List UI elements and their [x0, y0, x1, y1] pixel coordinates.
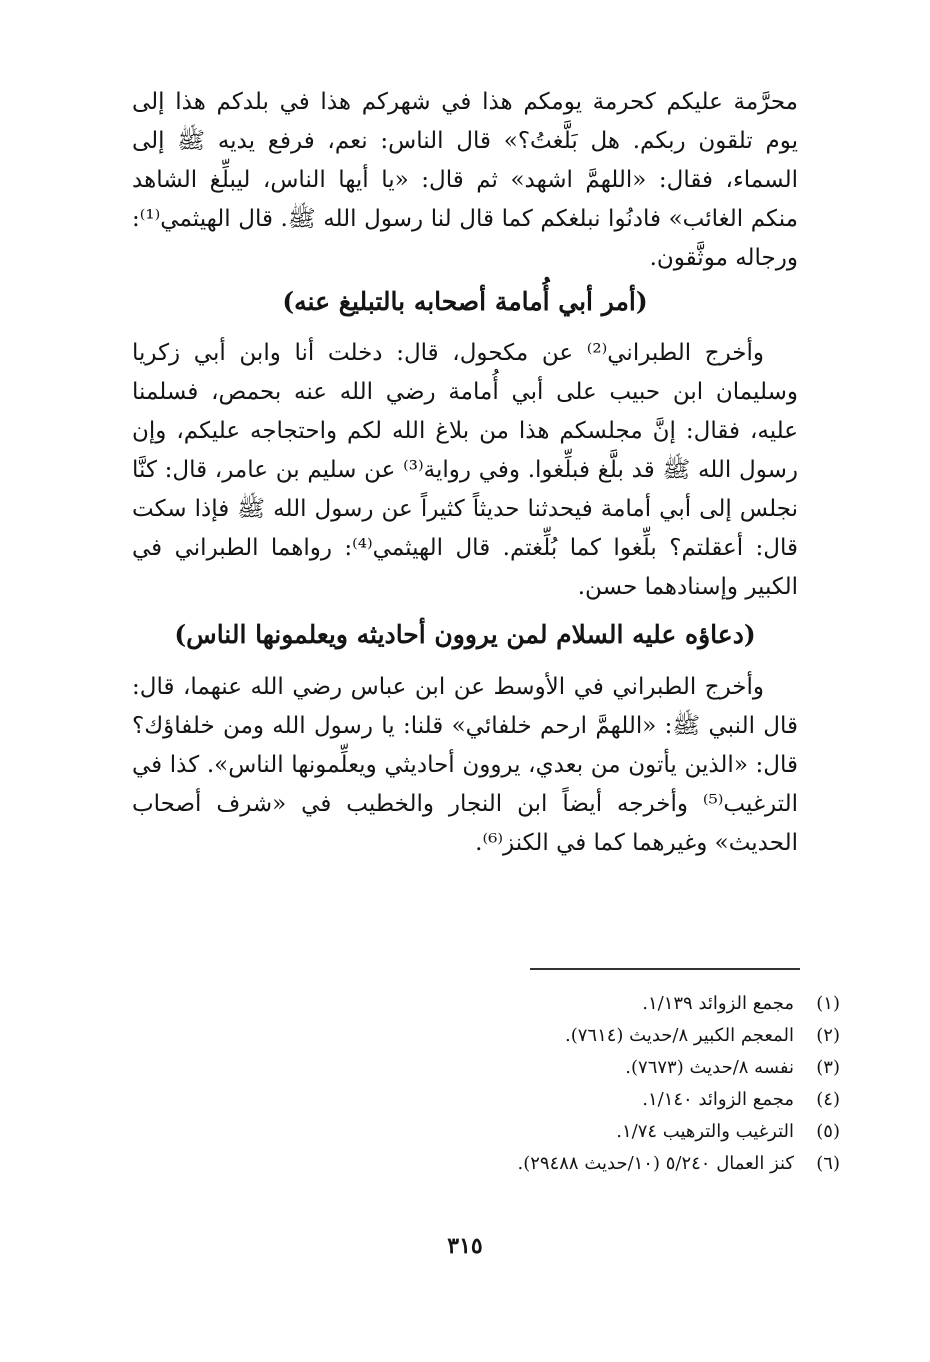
footnote-item [300, 1052, 840, 1084]
footnote-number: (٦) [816, 1153, 840, 1174]
footnote-item [300, 1116, 840, 1148]
footnote-text: كنز العمال ٥/٢٤٠ (١٠/حديث ٢٩٤٨٨). [517, 1153, 794, 1174]
footnote-number: (٣) [816, 1057, 840, 1078]
footnote-text: المعجم الكبير ٨/حديث (٧٦١٤). [564, 1025, 794, 1046]
footnote-text: مجمع الزوائد ١/١٣٩. [642, 993, 794, 1014]
footnote-number: (٥) [816, 1121, 840, 1142]
footnote-item [300, 988, 840, 1020]
paragraph: وأخرج الطبراني في الأوسط عن ابن عباس رضي الله عنهما، قال: قال النبي ﷺ: «اللهمَّ ارحم خلفائي» قلنا: يا رسول الله ومن خلفاؤك؟ قال: «الذين يأتون من بعدي، يروون أحاديثي ويعلِّمونها الناس». كذا في الترغيب⁽⁵⁾ وأخرجه أيضاً ابن النجار والخطيب في «شرف أصحاب الحديث» وغيرهما كما في الكنز⁽⁶⁾. [132, 674, 798, 856]
footnote-item [300, 1020, 840, 1052]
footnote-number: (٤) [816, 1089, 840, 1110]
footnote-divider [530, 968, 800, 970]
footnote-text: نفسه ٨/حديث (٧٦٧٣). [625, 1057, 794, 1078]
footnote-item [300, 1084, 840, 1116]
footnote-item [300, 1148, 840, 1180]
paragraph: محرَّمة عليكم كحرمة يومكم هذا في شهركم هذا في بلدكم هذا إلى يوم تلقون ربكم. هل بَلَّغتُ؟» قال الناس: نعم، فرفع يديه ﷺ إلى السماء، فقال: «اللهمَّ اشهد» ثم قال: «يا أيها الناس، ليبلِّغ الشاهد منكم الغائب» فادنُوا نبلغكم كما قال لنا رسول الله ﷺ. قال الهيثمي⁽¹⁾: ورجاله موثَّقون. [132, 89, 798, 271]
footnote-text: الترغيب والترهيب ١/٧٤. [616, 1121, 794, 1142]
page-number: ٣١٥ [447, 1233, 483, 1259]
section-heading: (دعاؤه عليه السلام لمن يروون أحاديثه ويعلمونها الناس) [174, 620, 756, 649]
paragraph: وأخرج الطبراني⁽²⁾ عن مكحول، قال: دخلت أنا وابن أبي زكريا وسليمان ابن حبيب على أبي أُمامة رضي الله عنه بحمص، فسلمنا عليه، فقال: إنَّ مجلسكم هذا من بلاغ الله لكم واحتجاجه عليكم، وإن رسول الله ﷺ قد بلَّغ فبلِّغوا. وفي رواية⁽³⁾ عن سليم بن عامر، قال: كنَّا نجلس إلى أبي أمامة فيحدثنا حديثاً كثيراً عن رسول الله ﷺ فإذا سكت قال: أعقلتم؟ بلِّغوا كما بُلِّغتم. قال الهيثمي⁽⁴⁾: رواهما الطبراني في الكبير وإسنادهما حسن. [132, 340, 798, 600]
footnote-number: (٢) [816, 1025, 840, 1046]
footnote-number: (١) [816, 993, 840, 1014]
section-heading: (أمر أبي أُمامة أصحابه بالتبليغ عنه) [282, 287, 648, 316]
footnote-list [300, 988, 840, 1180]
footnote-text: مجمع الزوائد ١/١٤٠. [642, 1089, 794, 1110]
